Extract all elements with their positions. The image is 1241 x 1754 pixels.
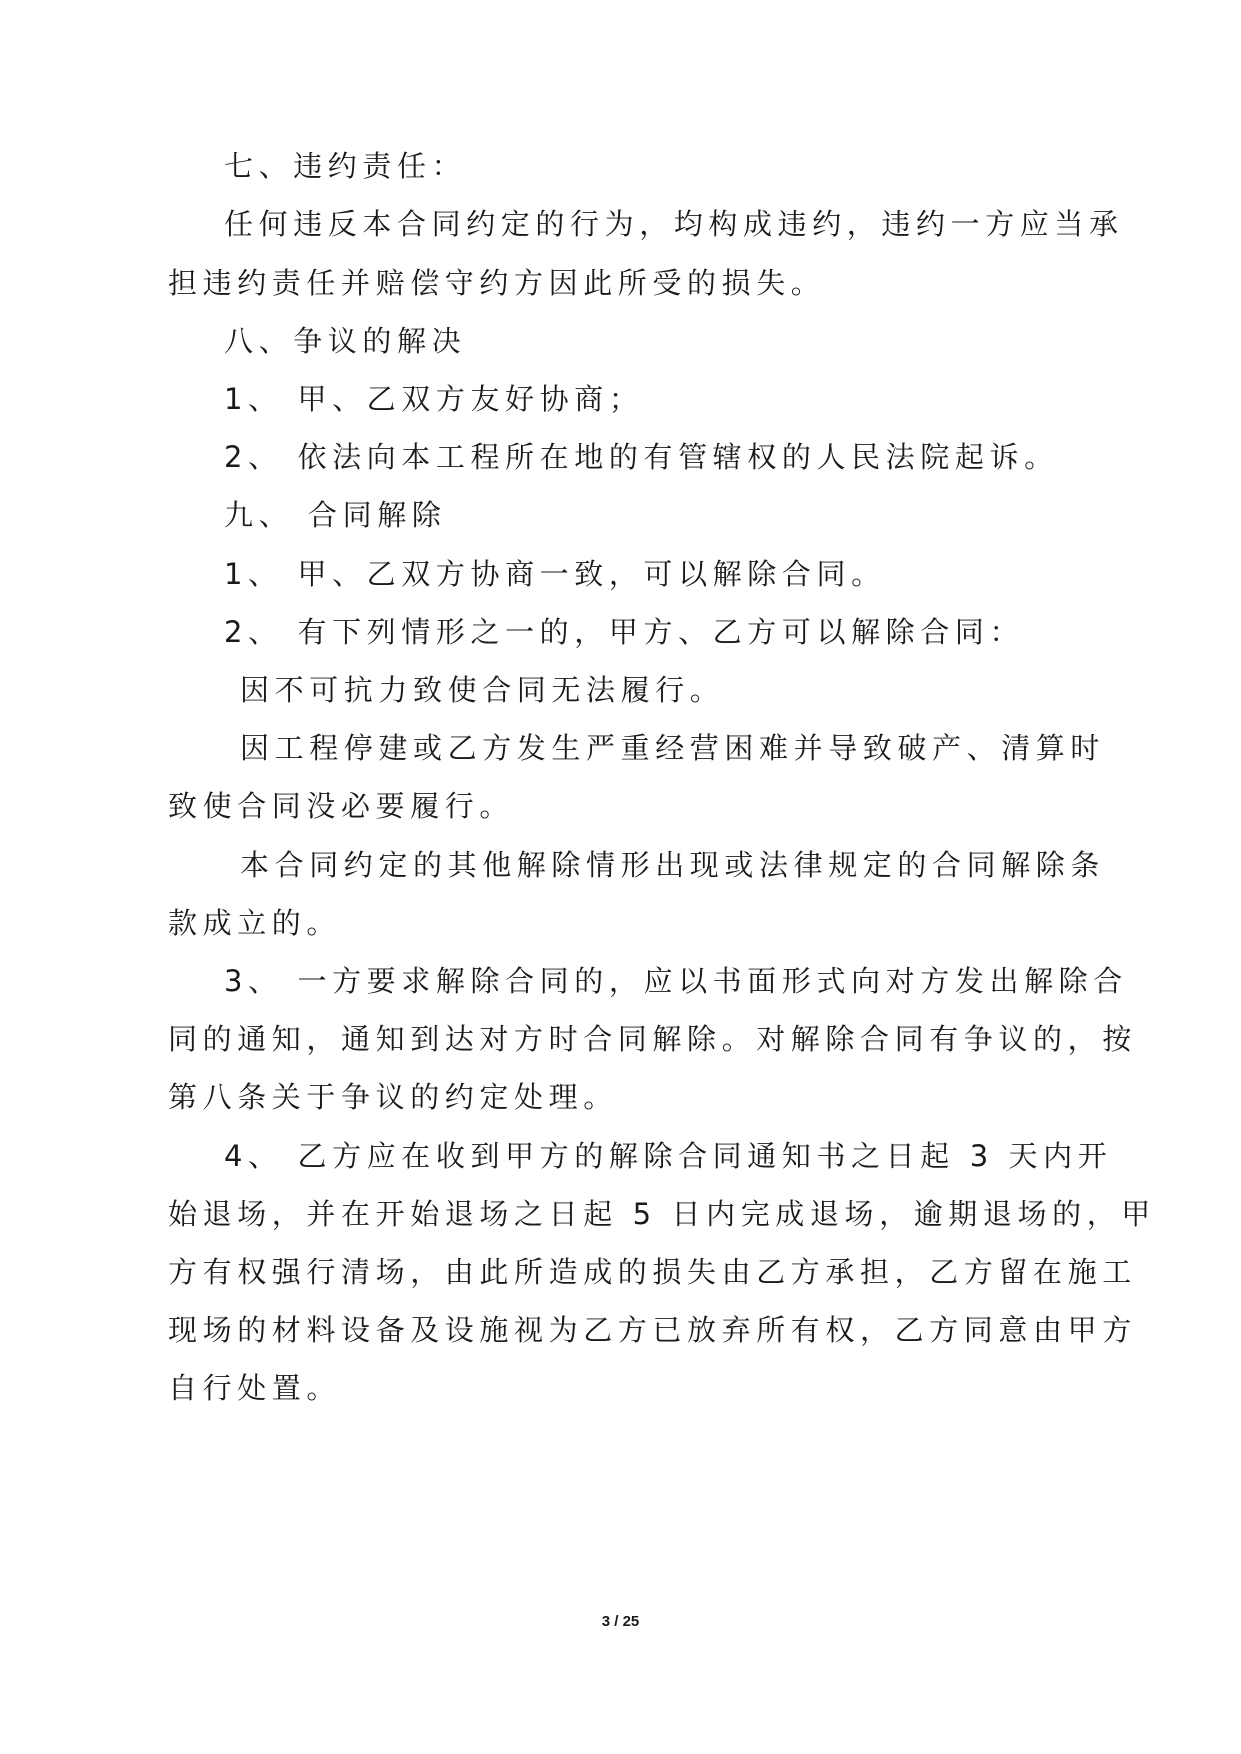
paragraph-line: 方有权强行清场，由此所造成的损失由乙方承担，乙方留在施工: [168, 1255, 1137, 1289]
clause-8-heading: 八、争议的解决: [224, 324, 467, 358]
list-item: 2、 有下列情形之一的，甲方、乙方可以解除合同：: [224, 615, 1025, 649]
list-item: 4、 乙方应在收到甲方的解除合同通知书之日起 3 天内开: [224, 1139, 1113, 1173]
list-item: 3、 一方要求解除合同的，应以书面形式向对方发出解除合: [224, 964, 1128, 998]
paragraph-line: 担违约责任并赔偿守约方因此所受的损失。: [168, 266, 826, 300]
clause-9-heading: 九、 合同解除: [224, 498, 447, 532]
sub-item: 因不可抗力致使合同无法履行。: [240, 673, 725, 707]
sub-item: 因工程停建或乙方发生严重经营困难并导致破产、清算时: [240, 731, 1106, 765]
paragraph-line: 始退场，并在开始退场之日起 5 日内完成退场，逾期退场的，甲: [168, 1197, 1156, 1231]
paragraph-line: 现场的材料设备及设施视为乙方已放弃所有权，乙方同意由甲方: [168, 1313, 1137, 1347]
list-item: 1、 甲、乙双方协商一致，可以解除合同。: [224, 557, 886, 591]
paragraph-line: 致使合同没必要履行。: [168, 789, 515, 823]
paragraph-line: 第八条关于争议的约定处理。: [168, 1080, 618, 1114]
list-item: 2、 依法向本工程所在地的有管辖权的人民法院起诉。: [224, 440, 1059, 474]
page-number: 3 / 25: [601, 1613, 640, 1630]
paragraph-line: 款成立的。: [168, 906, 342, 940]
paragraph-line: 自行处置。: [168, 1371, 342, 1405]
paragraph-line: 任何违反本合同约定的行为，均构成违约，违约一方应当承: [224, 207, 1124, 241]
list-item: 1、 甲、乙双方友好协商；: [224, 382, 644, 416]
paragraph-line: 同的通知，通知到达对方时合同解除。对解除合同有争议的，按: [168, 1022, 1137, 1056]
clause-7-heading: 七、违约责任：: [224, 149, 467, 183]
sub-item: 本合同约定的其他解除情形出现或法律规定的合同解除条: [240, 848, 1106, 882]
